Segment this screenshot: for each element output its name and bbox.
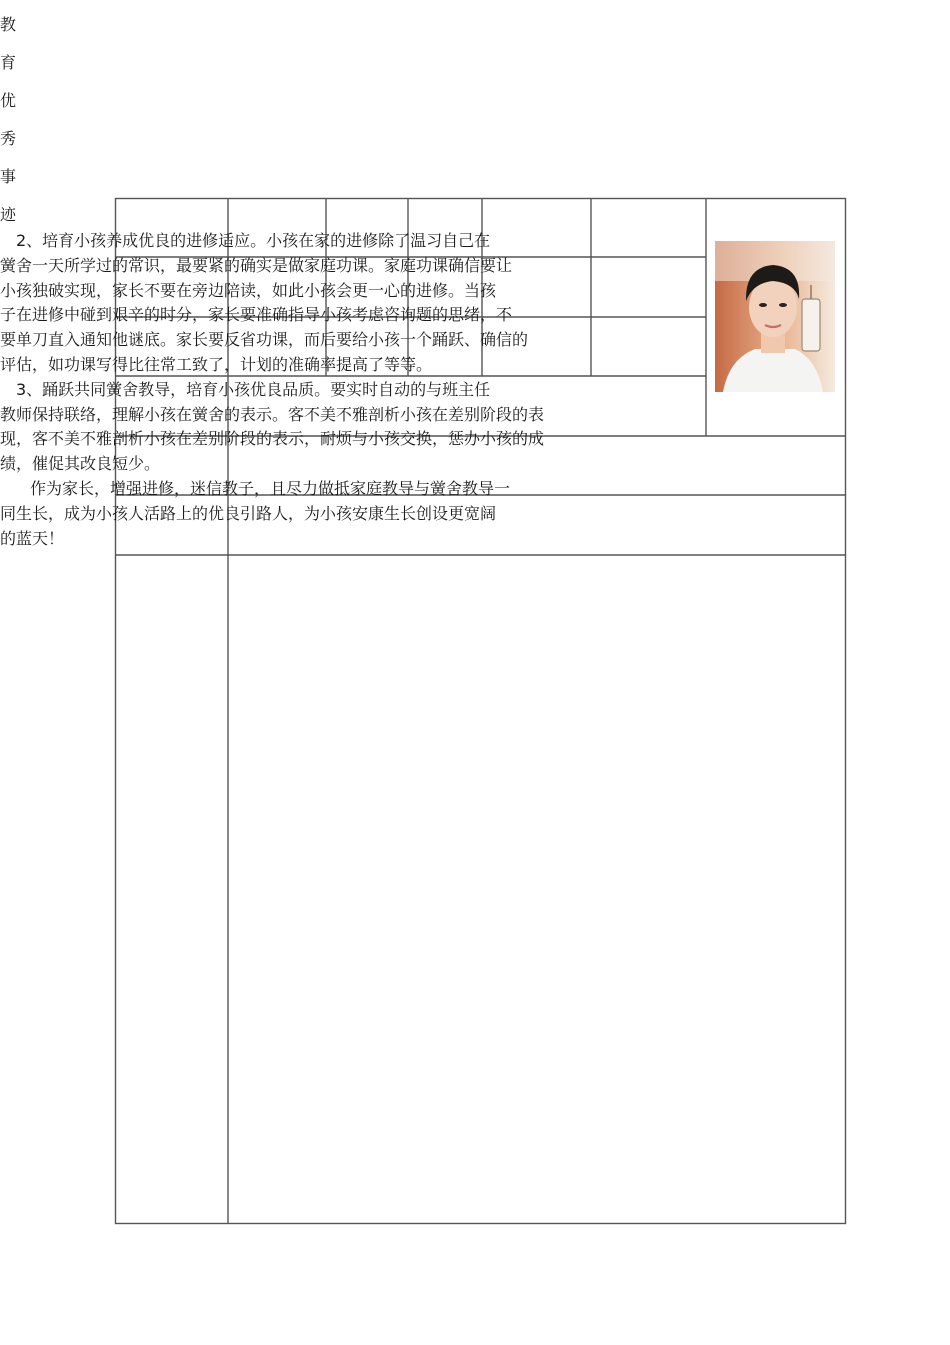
paragraph-conclusion: [0, 477, 620, 551]
text-line: 子在进修中碰到艰辛的时分，家长要准确指导小孩考虑咨询题的思绪，不: [0, 305, 513, 325]
paragraph-school-cooperation: [0, 378, 620, 477]
heading-char: 迹: [0, 205, 17, 224]
text-line: 绩，催促其改良短少。: [0, 454, 161, 474]
text-line: 黉舍一天所学过的常识，最要紧的确实是做家庭功课。家庭功课确信要让: [0, 255, 513, 275]
text-line: 小孩独破实现，家长不要在旁边陪读，如此小孩会更一心的进修。当孩: [0, 280, 497, 300]
heading-char: 育: [0, 53, 17, 72]
vertical-heading: [0, 12, 24, 240]
body-text: [0, 229, 620, 551]
text-line: 要单刀直入通知他谜底。家长要反省功课，而后要给小孩一个踊跃、确信的: [0, 330, 529, 350]
text-line: 评估，如功课写得比往常工致了，计划的准确率提高了等等。: [0, 354, 433, 374]
text-line: 3、踊跃共同黉舍教导，培育小孩优良品质。要实时自动的与班主任: [16, 379, 491, 399]
text-line: 同生长，成为小孩人活路上的优良引路人，为小孩安康生长创设更宽阔: [0, 503, 497, 523]
text-line: 现，客不美不雅剖析小孩在差别阶段的表示，耐烦与小孩交换，惩办小孩的成: [0, 429, 545, 449]
text-line: 的蓝天！: [0, 528, 65, 548]
portrait-photo: [715, 241, 835, 392]
heading-char: 优: [0, 91, 17, 110]
text-line: 作为家长，增强进修，迷信教子，且尽力做抵家庭教导与黉舍教导一: [30, 478, 511, 498]
heading-char: 事: [0, 167, 17, 186]
text-line: 教师保持联络，理解小孩在黉舍的表示。客不美不雅剖析小孩在差别阶段的表: [0, 404, 545, 424]
heading-char: 教: [0, 15, 17, 34]
text-line: 2、培育小孩养成优良的进修适应。小孩在家的进修除了温习自己在: [16, 231, 491, 250]
heading-char: 秀: [0, 129, 17, 148]
paragraph-study-habits: [0, 229, 620, 378]
